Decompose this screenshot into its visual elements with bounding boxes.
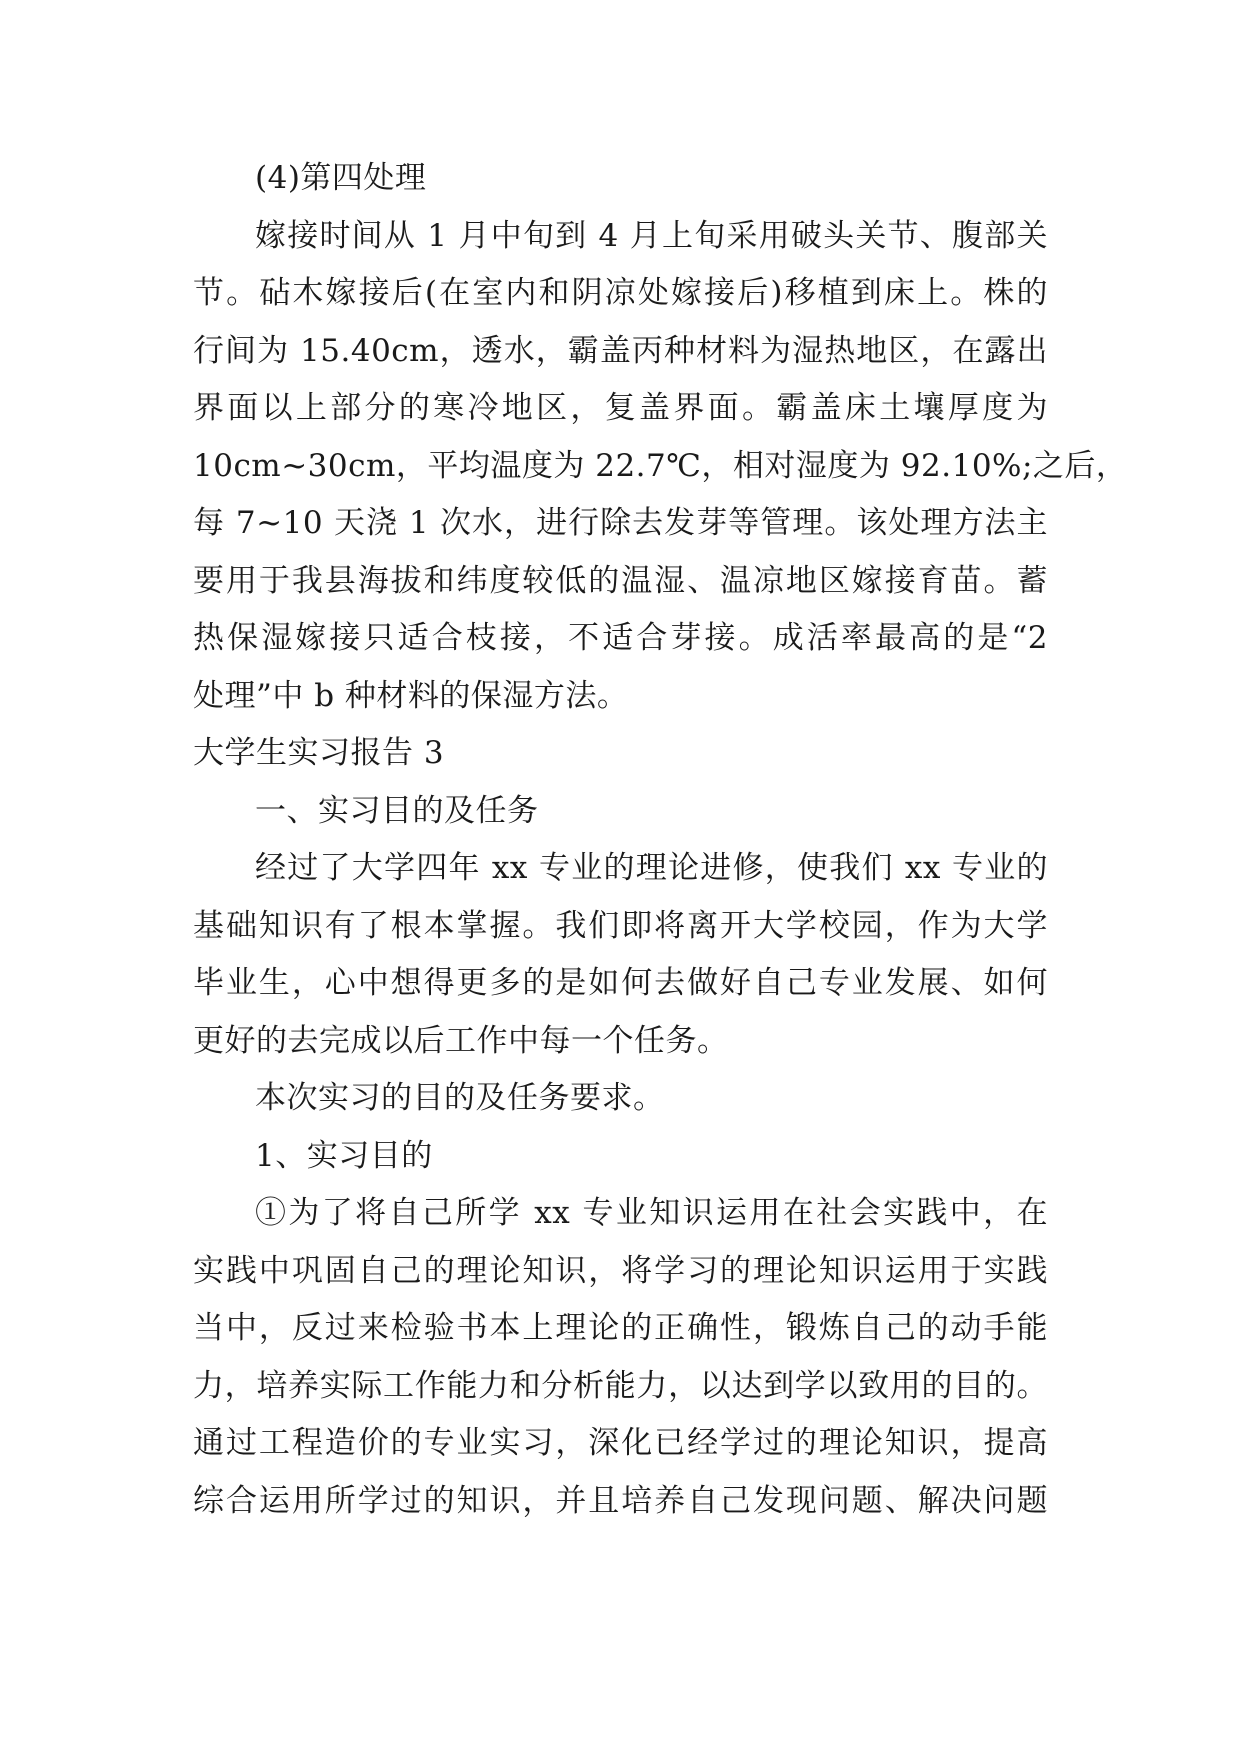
text-line: 节。砧木嫁接后(在室内和阴凉处嫁接后)移植到床上。株的	[193, 275, 1048, 311]
text-line: 界面以上部分的寒冷地区，复盖界面。霸盖床土壤厚度为	[193, 390, 1048, 426]
text-line: 经过了大学四年 xx 专业的理论进修，使我们 xx 专业的	[255, 850, 1048, 886]
text-line: 通过工程造价的专业实习，深化已经学过的理论知识，提高	[193, 1425, 1048, 1461]
text-line: 毕业生，心中想得更多的是如何去做好自己专业发展、如何	[193, 965, 1048, 1001]
text-line: 每 7~10 天浇 1 次水，进行除去发芽等管理。该处理方法主	[193, 505, 1048, 541]
text-line: (4)第四处理	[255, 160, 427, 196]
text-line: 热保湿嫁接只适合枝接，不适合芽接。成活率最高的是“2	[193, 620, 1048, 656]
text-line: 10cm~30cm，平均温度为 22.7℃，相对湿度为 92.10%;之后，	[193, 447, 1128, 484]
text-line: 1、实习目的	[255, 1137, 433, 1174]
text-line: 更好的去完成以后工作中每一个任务。	[193, 1022, 729, 1059]
text-line: 基础知识有了根本掌握。我们即将离开大学校园，作为大学	[193, 907, 1048, 944]
text-line: 力，培养实际工作能力和分析能力，以达到学以致用的目的。	[193, 1367, 1048, 1404]
text-line: 综合运用所学过的知识，并且培养自己发现问题、解决问题	[193, 1482, 1048, 1519]
text-line: 当中，反过来检验书本上理论的正确性，锻炼自己的动手能	[193, 1310, 1048, 1346]
text-line: ①为了将自己所学 xx 专业知识运用在社会实践中，在	[255, 1195, 1048, 1231]
text-line: 大学生实习报告 3	[193, 735, 445, 771]
text-line: 处理”中 b 种材料的保湿方法。	[193, 677, 629, 714]
document-body	[193, 150, 1128, 1530]
text-line: 一、实习目的及任务	[255, 792, 539, 829]
text-line: 实践中巩固自己的理论知识，将学习的理论知识运用于实践	[193, 1252, 1048, 1289]
text-line: 本次实习的目的及任务要求。	[255, 1080, 665, 1116]
text-line: 要用于我县海拔和纬度较低的温湿、温凉地区嫁接育苗。蓄	[193, 562, 1048, 599]
text-line: 嫁接时间从 1 月中旬到 4 月上旬采用破头关节、腹部关	[255, 217, 1048, 254]
text-line: 行间为 15.40cm，透水，霸盖丙种材料为湿热地区，在露出	[193, 332, 1048, 369]
